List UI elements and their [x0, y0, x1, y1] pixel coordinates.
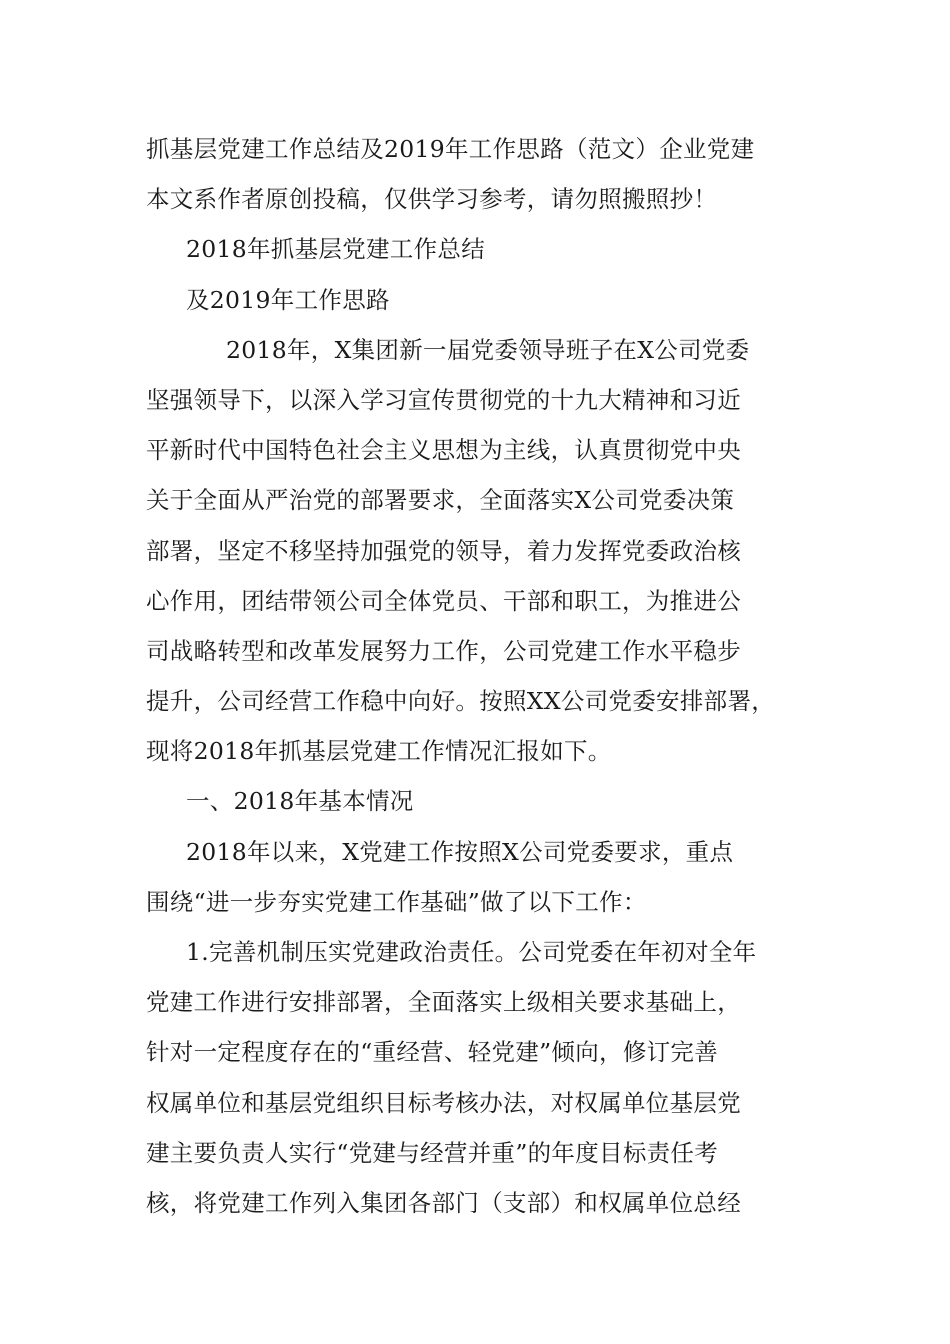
heading-line-1: 2018年抓基层党建工作总结: [186, 235, 486, 264]
paragraph-line: 1.完善机制压实党建政治责任。公司党委在年初对全年: [186, 938, 757, 966]
paragraph-line: 司战略转型和改革发展努力工作，公司党建工作水平稳步: [146, 636, 741, 665]
document-title-line: 抓基层党建工作总结及2019年工作思路（范文）企业党建: [146, 135, 755, 163]
paragraph-line: 2018年以来，X党建工作按照X公司党委要求，重点: [186, 837, 734, 866]
paragraph-line: 核，将党建工作列入集团各部门（支部）和权属单位总经: [146, 1188, 741, 1217]
paragraph-line: 建主要负责人实行“党建与经营并重”的年度目标责任考: [146, 1138, 719, 1167]
paragraph-line: 2018年，X集团新一届党委领导班子在X公司党委: [226, 335, 750, 364]
paragraph-line: 部署，坚定不移坚持加强党的领导，着力发挥党委政治核: [146, 536, 741, 565]
paragraph-line: 围绕“进一步夯实党建工作基础”做了以下工作：: [146, 887, 647, 916]
section-heading: 一、2018年基本情况: [186, 787, 414, 816]
paragraph-line: 权属单位和基层党组织目标考核办法，对权属单位基层党: [146, 1088, 741, 1117]
document-body: [146, 124, 826, 1228]
paragraph-line: 坚强领导下，以深入学习宣传贯彻党的十九大精神和习近: [146, 385, 741, 414]
heading-line-2: 及2019年工作思路: [186, 285, 390, 314]
paragraph-line: 针对一定程度存在的“重经营、轻党建”倾向，修订完善: [146, 1038, 719, 1067]
paragraph-line: 心作用，团结带领公司全体党员、干部和职工，为推进公: [146, 586, 741, 615]
paragraph-line: 关于全面从严治党的部署要求，全面落实X公司党委决策: [146, 486, 735, 515]
paragraph-line: 平新时代中国特色社会主义思想为主线，认真贯彻党中央: [146, 436, 741, 465]
paragraph-line: 提升，公司经营工作稳中向好。按照XX公司党委安排部署，: [146, 687, 776, 716]
paragraph-line: 现将2018年抓基层党建工作情况汇报如下。: [146, 737, 612, 766]
paragraph-line: 党建工作进行安排部署，全面落实上级相关要求基础上，: [146, 988, 741, 1017]
author-notice-line: 本文系作者原创投稿，仅供学习参考，请勿照搬照抄！: [146, 185, 718, 214]
